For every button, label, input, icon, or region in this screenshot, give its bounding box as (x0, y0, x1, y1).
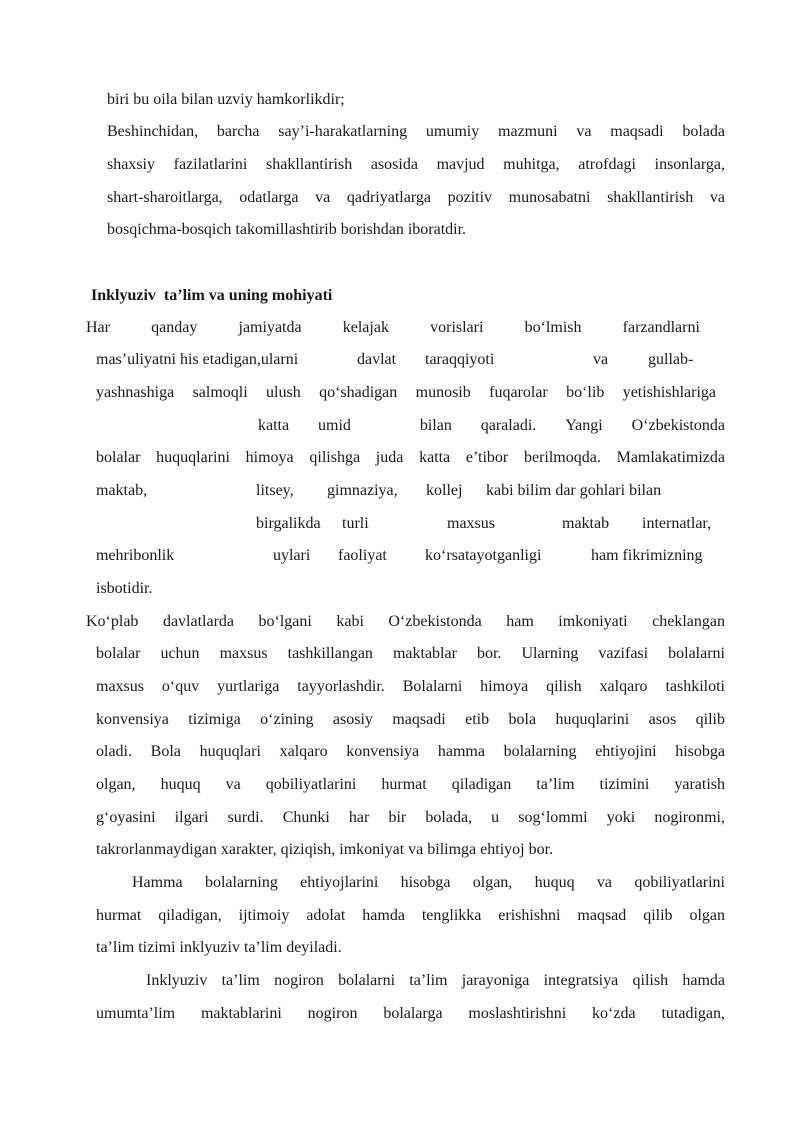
text-line: maxsus o‘quv yurtlariga tayyorlashdir. Bolalarni himoya qilish xalqaro tashkiloti (96, 678, 725, 695)
word: internatlar, (642, 515, 712, 532)
text-line: ta’lim tizimi inklyuziv ta’lim deyiladi. (96, 939, 342, 956)
word: bo‘lmish (524, 319, 582, 336)
word: faoliyat (338, 547, 387, 564)
word: vorislari (430, 319, 484, 336)
word: kollej (426, 482, 463, 499)
word: turli (342, 515, 369, 532)
text-line: takrorlanmaydigan xarakter, qiziqish, imkoniyat va bilimga ehtiyoj bor. (96, 841, 554, 858)
word: Yangi (565, 417, 603, 434)
text-line: biri bu oila bilan uzviy hamkorlikdir; (107, 91, 345, 108)
text-line (107, 122, 725, 142)
word: qaraladi. (480, 417, 537, 434)
word: katta (258, 417, 290, 434)
word: kelajak (342, 319, 389, 336)
text-line: oladi. Bola huquqlari xalqaro konvensiya hamma bolalarning ehtiyojini hisobga (96, 743, 725, 760)
word: gullab- (648, 351, 694, 368)
text-line: shaxsiy fazilatlarini shakllantirish asosida mavjud muhitga, atrofdagi insonlarga, (107, 156, 725, 173)
word: va (593, 351, 609, 368)
text-line: olgan, huquq va qobiliyatlarini hurmat qiladigan ta’lim tizimini yaratish (96, 776, 725, 793)
word: bilan (419, 417, 452, 434)
line-text: Beshinchidan, barcha say’i-harakatlarning umumiy mazmuni va maqsadi bolada (107, 123, 725, 140)
word: qanday (151, 319, 198, 336)
word: maktab, (96, 482, 148, 499)
word: davlat (357, 351, 397, 368)
text-line: konvensiya tizimiga o‘zining asosiy maqsadi etib bola huquqlarini asos qilib (96, 711, 725, 728)
text-line: shart-sharoitlarga, odatlarga va qadriyatlarga pozitiv munosabatni shakllantirish va (107, 189, 725, 206)
word: uylari (273, 547, 311, 564)
word: Har (86, 319, 110, 336)
text-line (86, 318, 700, 338)
text-line: kabi bilim dar gohlari bilan (486, 482, 662, 499)
word: gimnaziya, (327, 482, 398, 499)
text-line: Hamma bolalarning ehtiyojlarini hisobga olgan, huquq va qobiliyatlarini (132, 874, 725, 891)
text-line: bolalar huquqlarini himoya qilishga juda katta e’tibor berilmoqda. Mamlakatimizda (96, 449, 725, 466)
word: jamiyatda (238, 319, 302, 336)
word: O‘zbekistonda (631, 417, 725, 434)
text-line: mas’uliyatni his etadigan,ularni (96, 351, 299, 368)
text-line: isbotidir. (96, 580, 153, 597)
text-line: umumta’lim maktablarini nogiron bolalarga moslashtirishni ko‘zda tutadigan, (96, 1005, 725, 1022)
text-line: bosqichma-bosqich takomillashtirib borishdan iboratdir. (107, 221, 467, 238)
text-line: Inklyuziv ta’lim nogiron bolalarni ta’lim jarayoniga integratsiya qilish hamda (146, 972, 725, 989)
word: ko‘rsatayotganligi (425, 547, 542, 564)
section-heading: Inklyuziv ta’lim va uning mohiyati (91, 287, 333, 304)
text-line: g‘oyasini ilgari surdi. Chunki har bir bolada, u sog‘lommi yoki nogironmi, (96, 809, 725, 826)
text-line: Ko‘plab davlatlarda bo‘lgani kabi O‘zbekistonda ham imkoniyati cheklangan (86, 613, 725, 630)
word: birgalikda (256, 515, 321, 532)
word: taraqqiyoti (425, 351, 495, 368)
word: umid (318, 417, 351, 434)
word: maxsus (447, 515, 495, 532)
word: litsey, (256, 482, 294, 499)
text-line (258, 416, 725, 436)
word: ham fikrimizning (591, 547, 703, 564)
text-line: hurmat qiladigan, ijtimoiy adolat hamda tenglikka erishishni maqsad qilib olgan (96, 907, 725, 924)
word: farzandlarni (622, 319, 700, 336)
word: mehribonlik (96, 547, 175, 564)
text-line: bolalar uchun maxsus tashkillangan maktablar bor. Ularning vazifasi bolalarni (96, 645, 725, 662)
text-line: yashnashiga salmoqli ulush qo‘shadigan munosib fuqarolar bo‘lib yetishishlariga (96, 384, 716, 401)
word: maktab (562, 515, 610, 532)
